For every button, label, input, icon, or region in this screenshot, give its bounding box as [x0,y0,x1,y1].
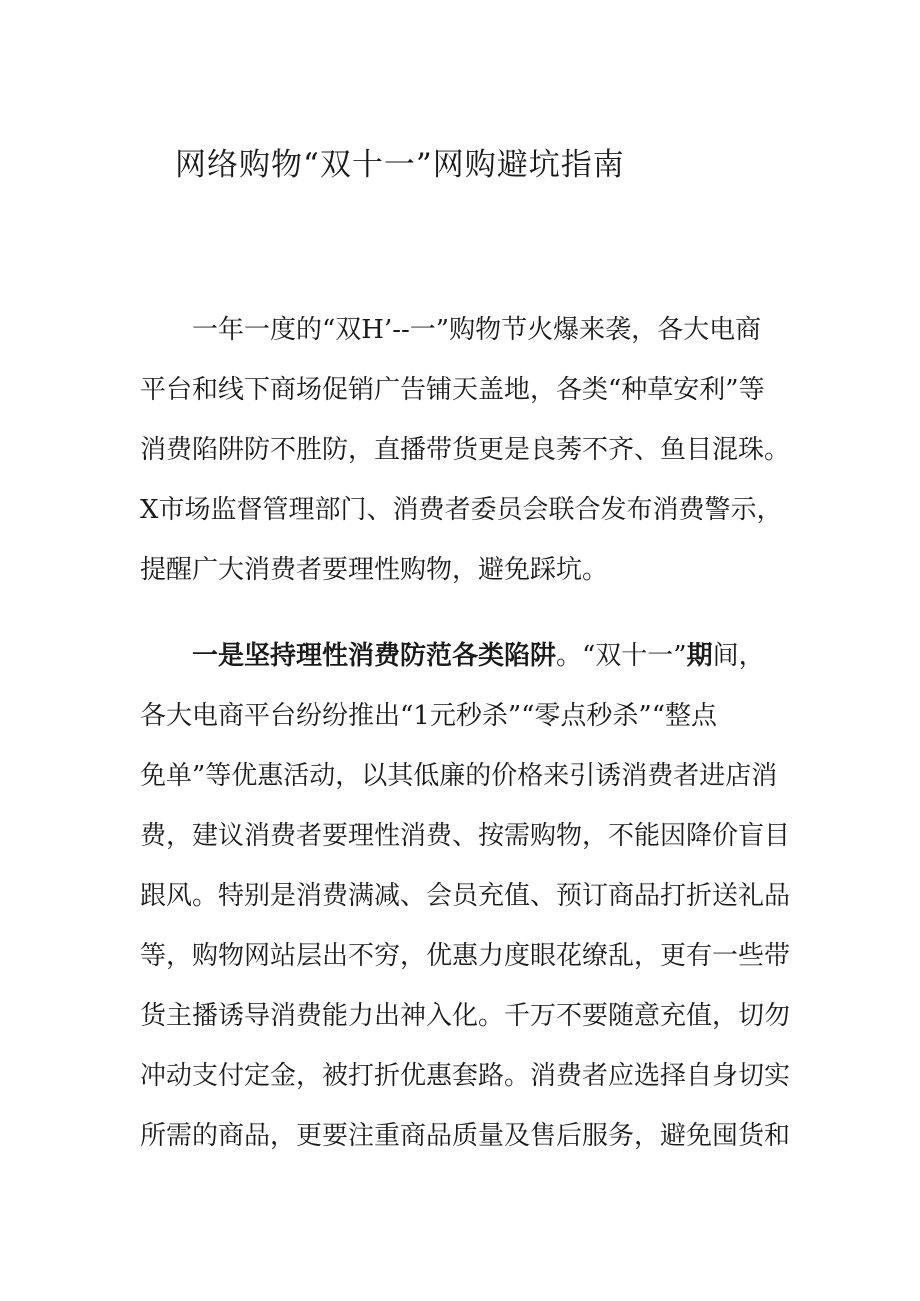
paragraph-line: X市场监督管理部门、消费者委员会联合发布消费警示， [140,495,783,525]
paragraph-line: 跟风。特别是消费满减、会员充值、预订商品打折送礼品 [140,881,791,911]
paragraph-line: 一年一度的“双H’--一”购物节火爆来袭，各大电商 [192,315,762,345]
section-heading: 一是坚持理性消费防范各类陷阱 [192,641,557,671]
paragraph-line: 各大电商平台纷纷推出“1元秒杀”“零点秒杀”“整点 [140,701,718,731]
paragraph-line: 货主播诱导消费能力出神入化。千万不要随意充值，切勿 [140,1001,791,1031]
document-title: 网络购物“双十一”网购避坑指南 [175,147,625,183]
paragraph-line: 消费陷阱防不胜防，直播带货更是良莠不齐、鱼目混珠。 [140,435,791,465]
first-line-text: 。“双十一” [556,641,687,671]
first-line-text-end: 间， [712,641,765,671]
paragraph-line: 所需的商品，更要注重商品质量及售后服务，避免囤货和 [140,1121,791,1151]
section-one-paragraph [140,626,800,1166]
paragraph-line: 冲动支付定金，被打折优惠套路。消费者应选择自身切实 [140,1061,791,1091]
intro-paragraph [140,300,800,600]
paragraph-line: 提醒广大消费者要理性购物，避免踩坑。 [140,555,609,585]
paragraph-first-line [140,626,800,686]
paragraph-line: 平台和线下商场促销广告铺天盖地，各类“种草安利”等 [140,375,765,405]
paragraph-line: 免单”等优惠活动，以其低廉的价格来引诱消费者进店消 [140,761,778,791]
first-line-bold-text: 期 [686,641,713,671]
paragraph-line: 费，建议消费者要理性消费、按需购物，不能因降价盲目 [140,821,791,851]
paragraph-line: 等，购物网站层出不穷，优惠力度眼花缭乱，更有一些带 [140,941,791,971]
